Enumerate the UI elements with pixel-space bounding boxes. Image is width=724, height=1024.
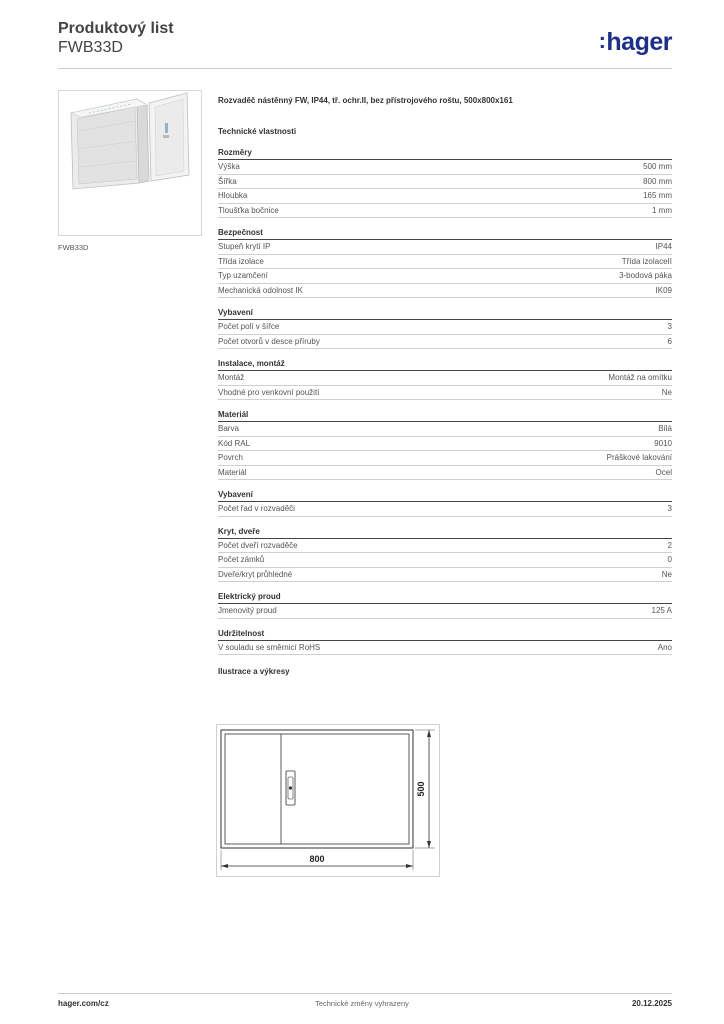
- height-dimension-label: 500: [416, 781, 426, 797]
- spec-row: [218, 437, 672, 452]
- section-title: Instalace, montáž: [218, 359, 672, 371]
- spec-value: 3-bodová páka: [619, 271, 672, 280]
- spec-value: Montáž na omítku: [608, 373, 672, 382]
- spec-value: Práškové lakování: [606, 453, 672, 462]
- spec-value: 500 mm: [643, 162, 672, 171]
- spec-row: [218, 175, 672, 190]
- spec-label: Třída izolace: [218, 256, 264, 266]
- spec-label: Materiál: [218, 467, 247, 477]
- spec-value: IP44: [655, 242, 672, 251]
- spec-value: Ne: [661, 569, 672, 579]
- page-header: [58, 20, 672, 68]
- section-title: Vybavení: [218, 308, 672, 320]
- spec-row: [218, 386, 672, 401]
- section-title: Vybavení: [218, 490, 672, 502]
- spec-label: Mechanická odolnost IK: [218, 285, 303, 295]
- spec-row: [218, 553, 672, 568]
- spec-section: [218, 148, 672, 218]
- photo-caption: FWB33D: [58, 243, 89, 252]
- spec-section: [218, 410, 672, 480]
- spec-row: [218, 240, 672, 255]
- spec-row: [218, 502, 672, 517]
- section-title: Elektrický proud: [218, 592, 672, 604]
- spec-value: Ocel: [655, 467, 672, 477]
- spec-label: Stupeň krytí IP: [218, 242, 271, 251]
- spec-value: 0: [667, 555, 672, 564]
- spec-label: Počet otvorů v desce příruby: [218, 336, 320, 346]
- specifications: [218, 96, 672, 683]
- spec-label: Montáž: [218, 373, 245, 382]
- footer-date: 20.12.2025: [631, 999, 672, 1008]
- spec-label: Hloubka: [218, 191, 248, 200]
- spec-sections: [218, 148, 672, 655]
- footer-notice: Technické změny vyhrazeny: [315, 999, 409, 1008]
- section-title: Bezpečnost: [218, 228, 672, 240]
- dimension-drawing: [216, 724, 440, 877]
- spec-label: Počet zámků: [218, 555, 265, 564]
- spec-section: [218, 490, 672, 517]
- technical-properties-heading: Technické vlastnosti: [218, 127, 297, 136]
- spec-section: [218, 359, 672, 400]
- spec-label: Šířka: [218, 176, 237, 186]
- logo-mark: :: [598, 28, 606, 53]
- spec-value: 125 A: [651, 606, 672, 615]
- spec-value: Ano: [657, 642, 672, 652]
- spec-value: 3: [667, 504, 672, 513]
- spec-row: [218, 189, 672, 204]
- section-title: Materiál: [218, 410, 672, 422]
- spec-row: [218, 160, 672, 175]
- spec-row: [218, 335, 672, 350]
- spec-value: 1 mm: [652, 205, 672, 215]
- spec-section: [218, 629, 672, 656]
- spec-row: [218, 466, 672, 481]
- hager-logo: [599, 28, 672, 57]
- footer-website[interactable]: hager.com/cz: [58, 999, 109, 1008]
- spec-row: [218, 284, 672, 299]
- section-title: Udržitelnost: [218, 629, 672, 641]
- spec-value: Třída izolaceII: [621, 256, 672, 266]
- spec-section: [218, 592, 672, 619]
- spec-value: 6: [667, 336, 672, 346]
- width-dimension-label: 800: [309, 854, 325, 864]
- spec-label: V souladu se směrnicí RoHS: [218, 642, 321, 652]
- product-code: FWB33D: [58, 39, 123, 56]
- spec-row: [218, 568, 672, 583]
- spec-row: [218, 320, 672, 335]
- spec-row: [218, 539, 672, 554]
- spec-label: Výška: [218, 162, 240, 171]
- spec-value: 9010: [654, 438, 672, 448]
- spec-row: [218, 204, 672, 219]
- spec-section: [218, 308, 672, 349]
- spec-label: Počet polí v šířce: [218, 322, 280, 331]
- spec-value: 165 mm: [643, 191, 672, 200]
- spec-label: Povrch: [218, 453, 243, 462]
- spec-row: [218, 255, 672, 270]
- spec-row: [218, 422, 672, 437]
- spec-label: Barva: [218, 424, 239, 433]
- spec-value: 2: [667, 540, 672, 550]
- spec-label: Jmenovitý proud: [218, 606, 277, 615]
- product-description: Rozvaděč nástěnný FW, IP44, tř. ochr.II, bez přístrojového roštu, 500x800x161: [218, 96, 513, 105]
- illustrations-heading: Ilustrace a výkresy: [218, 667, 290, 676]
- spec-label: Počet řad v rozvaděči: [218, 504, 295, 513]
- spec-value: IK09: [655, 285, 672, 295]
- spec-row: [218, 604, 672, 619]
- spec-row: [218, 269, 672, 284]
- spec-section: [218, 527, 672, 583]
- spec-label: Tloušťka bočnice: [218, 205, 279, 215]
- spec-value: Ne: [661, 387, 672, 397]
- document-title: Produktový list: [58, 20, 174, 37]
- spec-label: Kód RAL: [218, 438, 251, 448]
- spec-value: 800 mm: [643, 176, 672, 186]
- section-title: Rozměry: [218, 148, 672, 160]
- spec-section: [218, 228, 672, 298]
- footer-divider: [58, 993, 672, 994]
- spec-label: Počet dveří rozvaděče: [218, 540, 298, 550]
- spec-value: Bílá: [658, 424, 672, 433]
- spec-row: [218, 451, 672, 466]
- enclosure-drawing-icon: [217, 725, 439, 876]
- header-divider: [58, 68, 672, 69]
- enclosure-photo-icon: [59, 91, 201, 235]
- spec-label: Vhodné pro venkovní použití: [218, 387, 320, 397]
- logo-text: hager: [606, 28, 672, 56]
- spec-label: Typ uzamčení: [218, 271, 268, 280]
- product-photo: [58, 90, 202, 236]
- spec-row: [218, 641, 672, 656]
- spec-label: Dveře/kryt průhledné: [218, 569, 293, 579]
- section-title: Kryt, dveře: [218, 527, 672, 539]
- spec-value: 3: [667, 322, 672, 331]
- spec-row: [218, 371, 672, 386]
